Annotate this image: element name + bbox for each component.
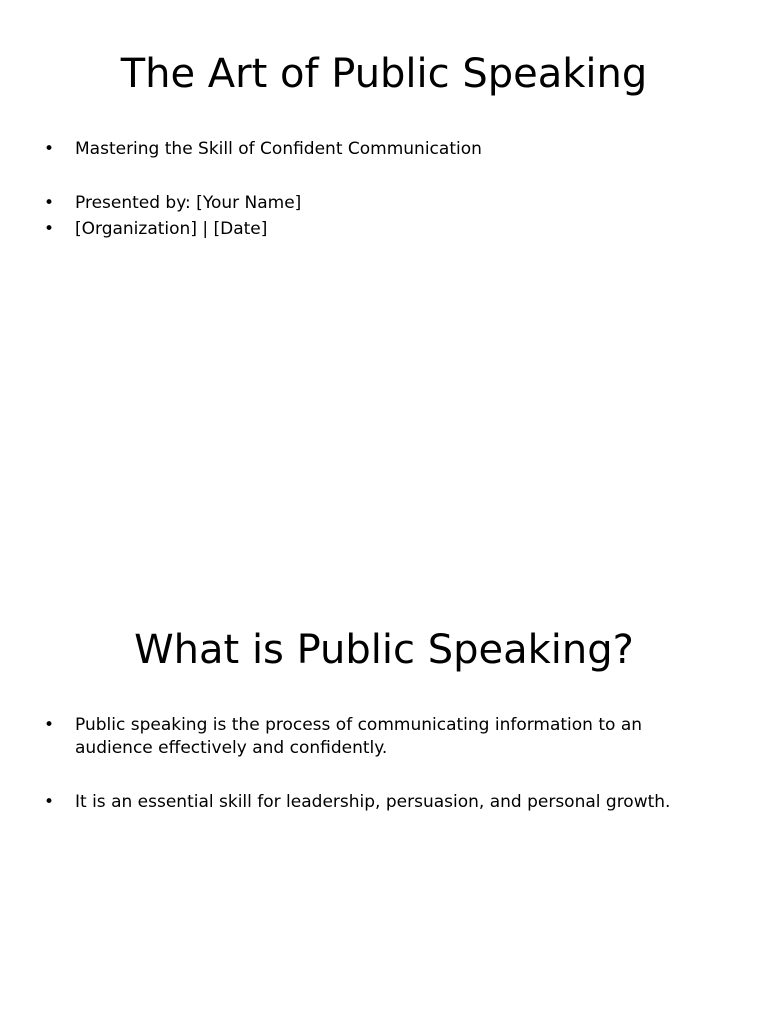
slide-title: The Art of Public Speaking: [120, 51, 648, 97]
bullet-item: [0, 138, 768, 161]
bullet-icon: •: [44, 139, 55, 159]
bullet-item: [0, 791, 768, 814]
bullet-icon: •: [44, 219, 55, 239]
bullet-item: [0, 714, 768, 760]
slide-title: What is Public Speaking?: [134, 627, 634, 673]
bullet-text: Presented by: [Your Name]: [75, 193, 302, 213]
bullet-item: [0, 218, 768, 241]
bullet-text: Public speaking is the process of communicating information to an audience effectively and confidently.: [75, 715, 643, 758]
bullet-list: [0, 138, 768, 241]
bullet-icon: •: [44, 792, 55, 812]
slide-2: [0, 576, 768, 1024]
bullet-icon: •: [44, 715, 55, 735]
bullet-text: [Organization] | [Date]: [75, 219, 268, 239]
bullet-icon: •: [44, 193, 55, 213]
bullet-item: [0, 192, 768, 215]
bullet-text: Mastering the Skill of Confident Communication: [75, 139, 482, 159]
bullet-text: It is an essential skill for leadership, persuasion, and personal growth.: [75, 792, 671, 812]
bullet-list: [0, 714, 768, 814]
